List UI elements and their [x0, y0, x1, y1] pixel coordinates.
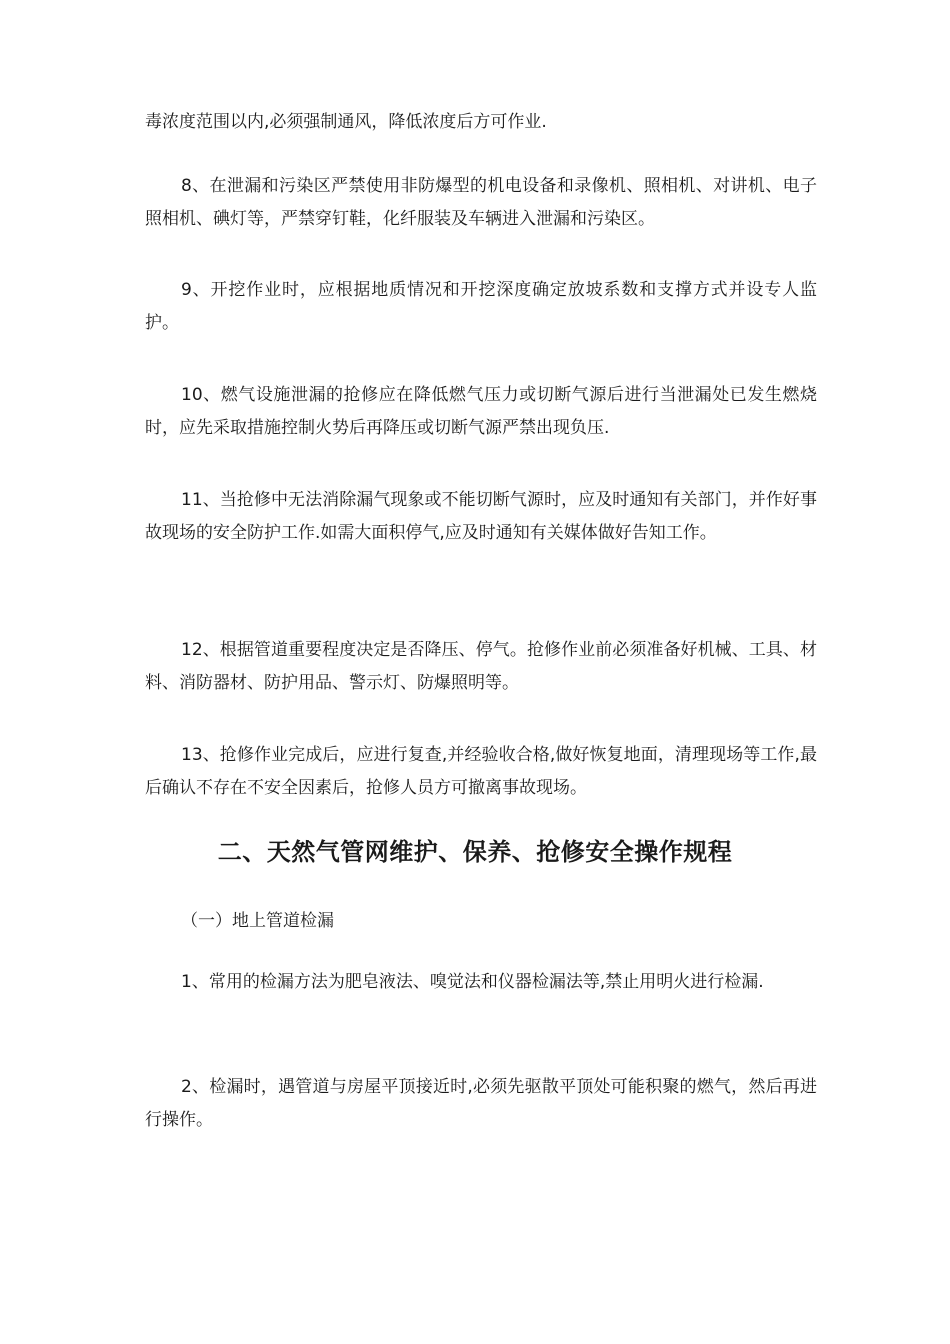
paragraph-detect-1: 1、常用的检漏方法为肥皂液法、嗅觉法和仪器检漏法等,禁止用明火进行检漏. [181, 972, 764, 992]
paragraph-item-9: 9、开挖作业时，应根据地质情况和开挖深度确定放坡系数和支撑方式并设专人监护。 [145, 280, 817, 333]
paragraph-item-10: 10、燃气设施泄漏的抢修应在降低燃气压力或切断气源后进行当泄漏处已发生燃烧时，应先采取措施控制火势后再降压或切断气源严禁出现负压. [145, 385, 817, 438]
paragraph-continuation: 毒浓度范围以内,必须强制通风，降低浓度后方可作业. [145, 112, 547, 132]
subsection-title: （一）地上管道检漏 [181, 911, 334, 931]
paragraph-item-11: 11、当抢修中无法消除漏气现象或不能切断气源时，应及时通知有关部门，并作好事故现场的安全防护工作.如需大面积停气,应及时通知有关媒体做好告知工作。 [145, 490, 817, 543]
section-heading: 二、天然气管网维护、保养、抢修安全操作规程 [217, 838, 733, 866]
paragraph-detect-2: 2、检漏时，遇管道与房屋平顶接近时,必须先驱散平顶处可能积聚的燃气，然后再进行操作。 [145, 1077, 817, 1130]
paragraph-item-12: 12、根据管道重要程度决定是否降压、停气。抢修作业前必须准备好机械、工具、材料、消防器材、防护用品、警示灯、防爆照明等。 [145, 640, 817, 693]
paragraph-item-8: 8、在泄漏和污染区严禁使用非防爆型的机电设备和录像机、照相机、对讲机、电子照相机、碘灯等，严禁穿钉鞋，化纤服装及车辆进入泄漏和污染区。 [145, 176, 817, 229]
paragraph-item-13: 13、抢修作业完成后，应进行复查,并经验收合格,做好恢复地面，清理现场等工作,最后确认不存在不安全因素后，抢修人员方可撤离事故现场。 [145, 745, 817, 798]
